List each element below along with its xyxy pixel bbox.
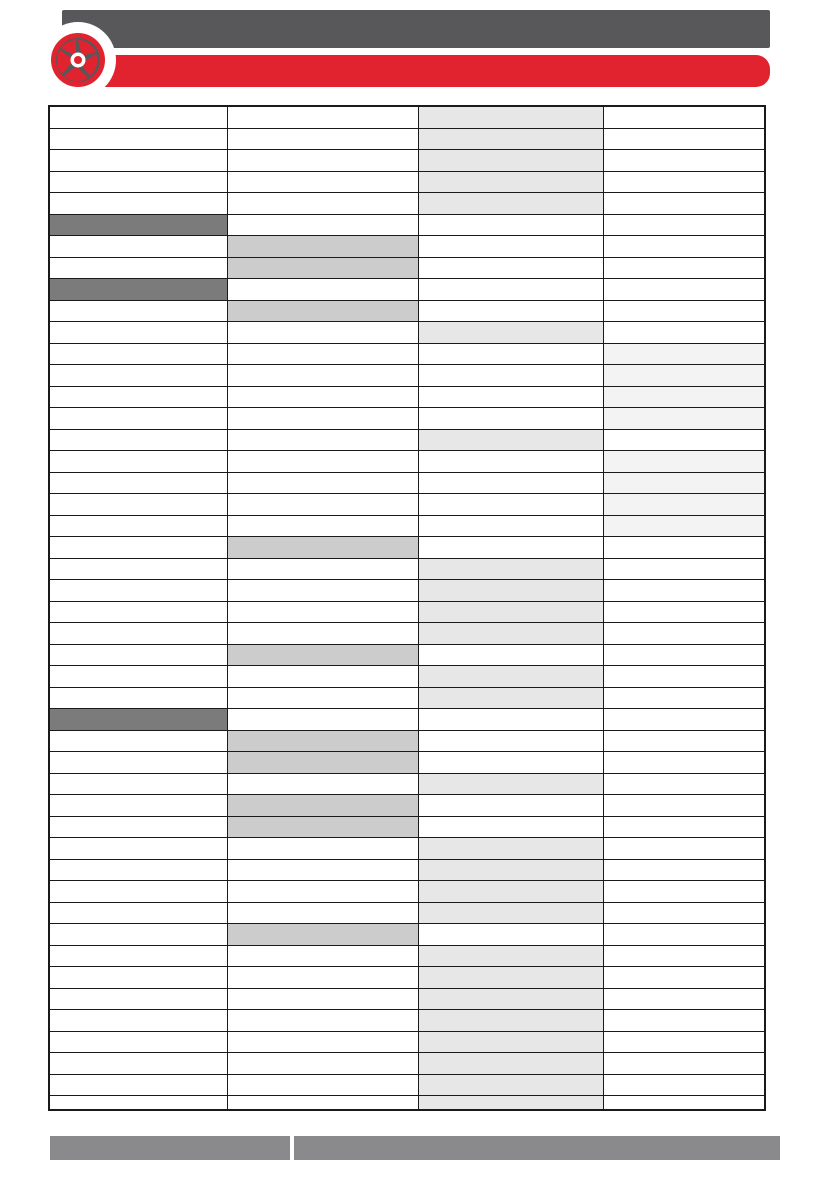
- table-cell: [418, 343, 603, 365]
- table-cell: [418, 838, 603, 860]
- table-row: [50, 429, 764, 451]
- table-cell: [603, 773, 764, 795]
- table-cell: [50, 967, 227, 989]
- table-cell: [50, 1031, 227, 1053]
- table-cell: [227, 752, 418, 774]
- table-cell: [50, 386, 227, 408]
- table-cell: [418, 515, 603, 537]
- table-cell: [227, 1031, 418, 1053]
- table-cell: [50, 666, 227, 688]
- table-cell: [50, 924, 227, 946]
- table-row: [50, 580, 764, 602]
- table-row: [50, 128, 764, 150]
- table-row: [50, 773, 764, 795]
- table-cell: [603, 623, 764, 645]
- table-cell: [50, 902, 227, 924]
- table-cell: [603, 816, 764, 838]
- table-row: [50, 816, 764, 838]
- table-cell: [227, 365, 418, 387]
- table-cell: [418, 1074, 603, 1096]
- table-cell: [603, 967, 764, 989]
- table-cell: [227, 128, 418, 150]
- table-row: [50, 687, 764, 709]
- table-cell: [418, 709, 603, 731]
- table-cell: [418, 150, 603, 172]
- table-cell: [603, 1031, 764, 1053]
- table-cell: [227, 537, 418, 559]
- table-cell: [227, 945, 418, 967]
- table-cell: [227, 558, 418, 580]
- table-cell: [50, 795, 227, 817]
- table-row: [50, 408, 764, 430]
- table-row: [50, 881, 764, 903]
- table-cell: [418, 257, 603, 279]
- table-cell: [418, 558, 603, 580]
- table-row: [50, 279, 764, 301]
- table-cell: [227, 279, 418, 301]
- table-cell: [227, 171, 418, 193]
- table-cell: [418, 730, 603, 752]
- table-cell: [603, 644, 764, 666]
- data-table-body: [50, 107, 764, 1111]
- table-row: [50, 752, 764, 774]
- table-cell: [418, 623, 603, 645]
- table-row: [50, 1074, 764, 1096]
- table-cell: [227, 494, 418, 516]
- table-row: [50, 322, 764, 344]
- table-cell: [50, 472, 227, 494]
- table-cell: [418, 601, 603, 623]
- table-cell: [418, 107, 603, 128]
- table-cell: [50, 773, 227, 795]
- table-cell: [418, 451, 603, 473]
- table-cell: [227, 795, 418, 817]
- table-cell: [603, 730, 764, 752]
- table-cell: [418, 537, 603, 559]
- table-cell: [227, 408, 418, 430]
- table-row: [50, 601, 764, 623]
- table-cell: [50, 1096, 227, 1112]
- table-cell: [227, 472, 418, 494]
- table-cell: [50, 279, 227, 301]
- table-cell: [50, 1053, 227, 1075]
- table-cell: [418, 365, 603, 387]
- table-cell: [418, 1031, 603, 1053]
- table-cell: [227, 515, 418, 537]
- table-cell: [603, 902, 764, 924]
- table-cell: [227, 838, 418, 860]
- brand-aperture-logo-icon: [50, 32, 106, 88]
- table-cell: [50, 838, 227, 860]
- table-cell: [227, 1074, 418, 1096]
- table-cell: [603, 386, 764, 408]
- table-cell: [50, 752, 227, 774]
- table-cell: [227, 343, 418, 365]
- table-cell: [50, 601, 227, 623]
- table-row: [50, 171, 764, 193]
- table-cell: [603, 1096, 764, 1112]
- table-row: [50, 924, 764, 946]
- table-cell: [603, 300, 764, 322]
- table-cell: [50, 687, 227, 709]
- table-cell: [227, 644, 418, 666]
- table-cell: [418, 300, 603, 322]
- table-cell: [418, 881, 603, 903]
- table-cell: [227, 902, 418, 924]
- table-cell: [50, 644, 227, 666]
- table-cell: [227, 451, 418, 473]
- table-cell: [50, 494, 227, 516]
- table-cell: [418, 171, 603, 193]
- table-row: [50, 472, 764, 494]
- table-cell: [603, 558, 764, 580]
- table-cell: [603, 1053, 764, 1075]
- table-cell: [603, 752, 764, 774]
- table-row: [50, 515, 764, 537]
- table-cell: [603, 881, 764, 903]
- table-cell: [227, 214, 418, 236]
- table-cell: [227, 881, 418, 903]
- table-cell: [227, 816, 418, 838]
- data-table-frame: [48, 105, 766, 1111]
- table-cell: [227, 687, 418, 709]
- table-cell: [50, 128, 227, 150]
- table-cell: [603, 924, 764, 946]
- table-row: [50, 623, 764, 645]
- table-row: [50, 967, 764, 989]
- table-cell: [603, 214, 764, 236]
- table-cell: [418, 128, 603, 150]
- table-cell: [50, 945, 227, 967]
- table-cell: [603, 322, 764, 344]
- table-cell: [50, 730, 227, 752]
- table-cell: [418, 644, 603, 666]
- table-cell: [603, 795, 764, 817]
- table-cell: [603, 709, 764, 731]
- table-cell: [418, 408, 603, 430]
- table-row: [50, 730, 764, 752]
- table-cell: [603, 236, 764, 258]
- table-cell: [50, 150, 227, 172]
- table-cell: [603, 128, 764, 150]
- table-cell: [50, 451, 227, 473]
- table-cell: [50, 709, 227, 731]
- table-cell: [227, 150, 418, 172]
- table-cell: [603, 859, 764, 881]
- table-cell: [418, 773, 603, 795]
- table-row: [50, 838, 764, 860]
- table-cell: [50, 171, 227, 193]
- table-cell: [603, 494, 764, 516]
- table-cell: [50, 408, 227, 430]
- table-cell: [418, 687, 603, 709]
- table-row: [50, 945, 764, 967]
- table-cell: [603, 515, 764, 537]
- table-cell: [603, 193, 764, 215]
- table-row: [50, 902, 764, 924]
- table-row: [50, 1053, 764, 1075]
- table-row: [50, 859, 764, 881]
- table-cell: [418, 472, 603, 494]
- table-cell: [603, 666, 764, 688]
- table-cell: [603, 171, 764, 193]
- table-cell: [418, 1053, 603, 1075]
- table-row: [50, 193, 764, 215]
- table-cell: [50, 537, 227, 559]
- table-cell: [50, 515, 227, 537]
- table-cell: [227, 580, 418, 602]
- table-cell: [50, 193, 227, 215]
- table-cell: [50, 1010, 227, 1032]
- table-cell: [227, 773, 418, 795]
- table-cell: [50, 881, 227, 903]
- table-row: [50, 386, 764, 408]
- table-cell: [603, 472, 764, 494]
- table-cell: [418, 816, 603, 838]
- table-cell: [227, 1053, 418, 1075]
- table-cell: [50, 365, 227, 387]
- table-cell: [603, 945, 764, 967]
- table-cell: [603, 988, 764, 1010]
- table-row: [50, 666, 764, 688]
- table-row: [50, 365, 764, 387]
- table-cell: [603, 429, 764, 451]
- table-cell: [418, 386, 603, 408]
- table-cell: [418, 859, 603, 881]
- table-cell: [50, 214, 227, 236]
- table-row: [50, 537, 764, 559]
- table-cell: [50, 558, 227, 580]
- table-cell: [418, 988, 603, 1010]
- table-cell: [603, 1010, 764, 1032]
- table-cell: [50, 300, 227, 322]
- table-row: [50, 1031, 764, 1053]
- table-cell: [603, 343, 764, 365]
- table-row: [50, 1010, 764, 1032]
- table-cell: [418, 666, 603, 688]
- table-cell: [227, 601, 418, 623]
- table-cell: [227, 386, 418, 408]
- table-cell: [50, 1074, 227, 1096]
- table-cell: [418, 752, 603, 774]
- table-cell: [418, 214, 603, 236]
- table-row: [50, 257, 764, 279]
- table-cell: [418, 279, 603, 301]
- table-cell: [227, 967, 418, 989]
- table-row: [50, 451, 764, 473]
- table-row: [50, 795, 764, 817]
- table-cell: [50, 580, 227, 602]
- table-cell: [227, 859, 418, 881]
- footer-right-bar: [294, 1136, 780, 1160]
- table-cell: [418, 193, 603, 215]
- table-cell: [418, 236, 603, 258]
- table-cell: [227, 709, 418, 731]
- table-cell: [50, 236, 227, 258]
- header-red-bar: [88, 55, 770, 87]
- table-row: [50, 150, 764, 172]
- table-cell: [50, 343, 227, 365]
- table-cell: [603, 408, 764, 430]
- table-cell: [603, 279, 764, 301]
- table-cell: [603, 107, 764, 128]
- table-cell: [50, 816, 227, 838]
- table-cell: [50, 988, 227, 1010]
- table-row: [50, 558, 764, 580]
- table-cell: [418, 924, 603, 946]
- table-row: [50, 214, 764, 236]
- table-cell: [603, 365, 764, 387]
- table-cell: [418, 795, 603, 817]
- table-cell: [603, 580, 764, 602]
- table-cell: [227, 730, 418, 752]
- table-row: [50, 644, 764, 666]
- table-cell: [50, 623, 227, 645]
- table-cell: [50, 859, 227, 881]
- table-cell: [418, 429, 603, 451]
- table-cell: [227, 322, 418, 344]
- table-cell: [418, 580, 603, 602]
- table-cell: [227, 107, 418, 128]
- data-table: [50, 107, 764, 1111]
- table-cell: [227, 236, 418, 258]
- table-cell: [418, 1096, 603, 1112]
- table-row: [50, 236, 764, 258]
- table-row: [50, 343, 764, 365]
- table-cell: [227, 429, 418, 451]
- table-row: [50, 300, 764, 322]
- table-cell: [50, 429, 227, 451]
- table-cell: [418, 322, 603, 344]
- table-cell: [227, 1010, 418, 1032]
- table-cell: [603, 687, 764, 709]
- table-row: [50, 988, 764, 1010]
- table-cell: [227, 1096, 418, 1112]
- table-cell: [418, 967, 603, 989]
- table-cell: [227, 257, 418, 279]
- table-cell: [603, 1074, 764, 1096]
- table-cell: [227, 666, 418, 688]
- table-cell: [50, 322, 227, 344]
- table-cell: [603, 150, 764, 172]
- table-row: [50, 709, 764, 731]
- table-cell: [418, 494, 603, 516]
- table-row: [50, 494, 764, 516]
- table-cell: [418, 1010, 603, 1032]
- table-cell: [50, 107, 227, 128]
- table-cell: [227, 988, 418, 1010]
- table-cell: [603, 451, 764, 473]
- table-cell: [50, 257, 227, 279]
- table-row: [50, 107, 764, 128]
- table-cell: [603, 257, 764, 279]
- table-cell: [227, 924, 418, 946]
- table-cell: [603, 838, 764, 860]
- table-cell: [227, 300, 418, 322]
- table-cell: [603, 601, 764, 623]
- table-row: [50, 1096, 764, 1112]
- table-cell: [418, 945, 603, 967]
- table-cell: [227, 193, 418, 215]
- footer-left-bar: [50, 1136, 290, 1160]
- table-cell: [603, 537, 764, 559]
- table-cell: [418, 902, 603, 924]
- header-dark-bar: [62, 10, 770, 48]
- table-cell: [227, 623, 418, 645]
